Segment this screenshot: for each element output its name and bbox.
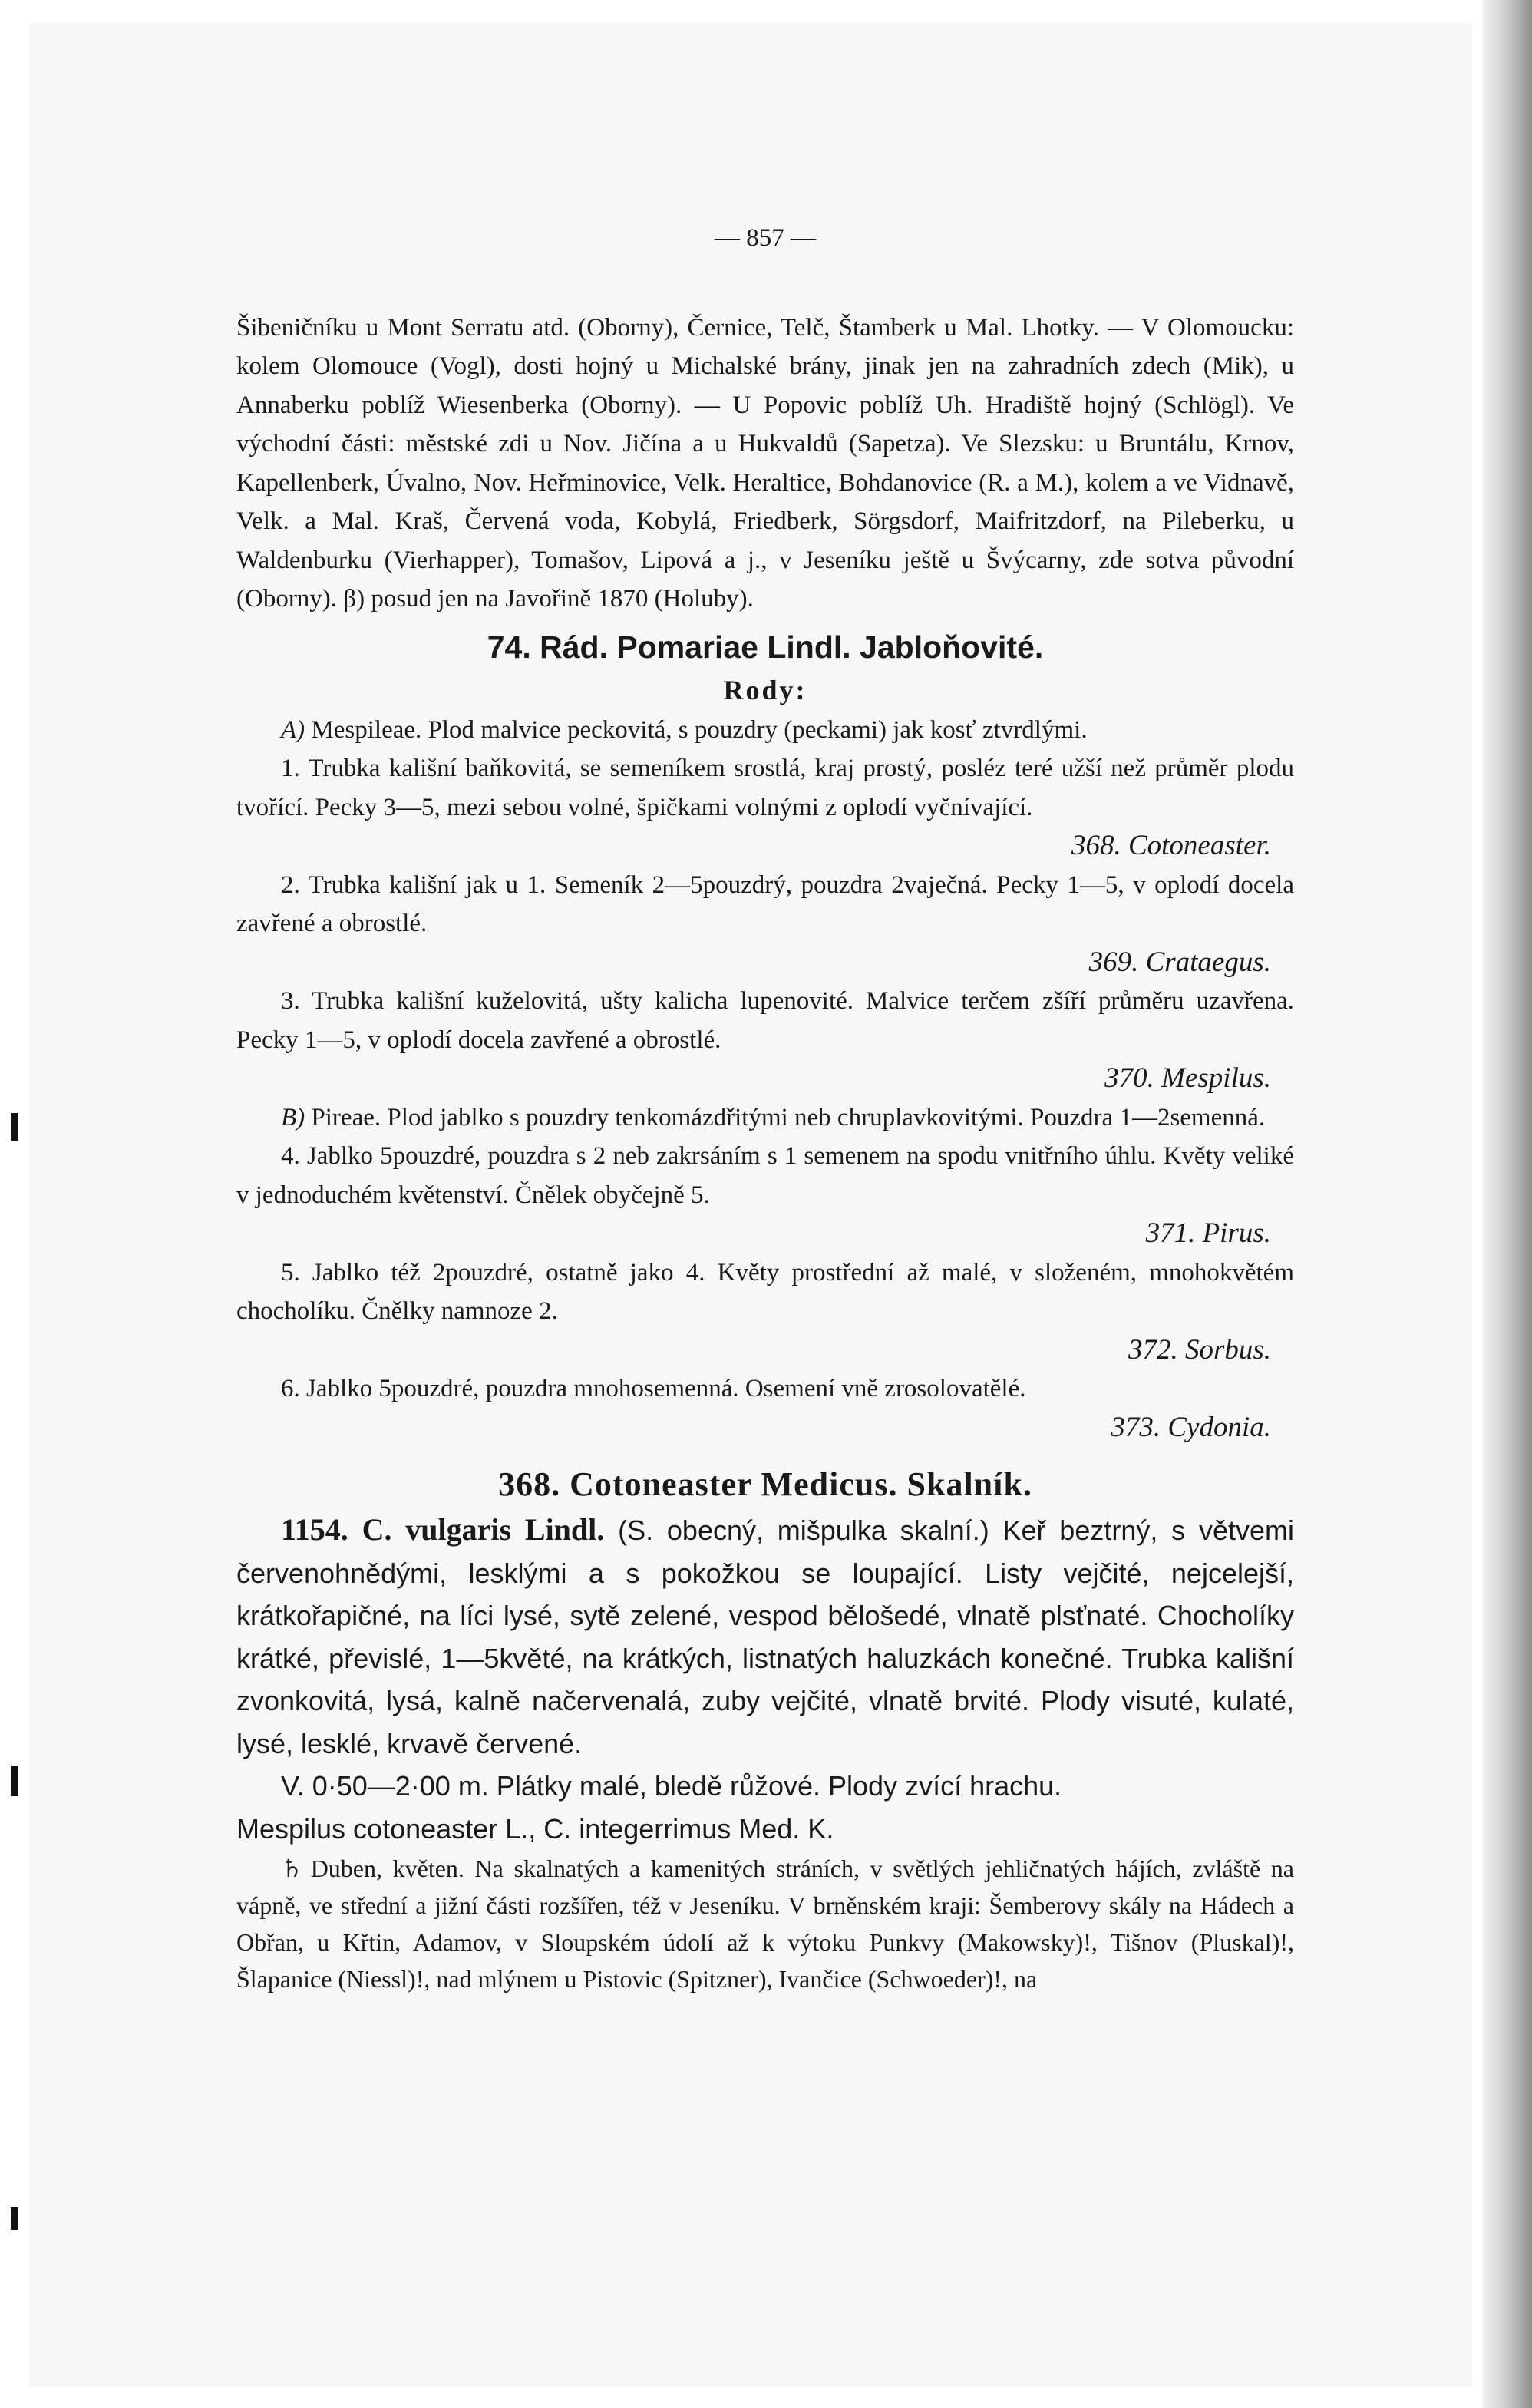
key-genus-371: 371. Pirus. xyxy=(1145,1217,1271,1249)
key-text: 3. Trubka kališní kuželovitá, ušty kalicha lupenovité. Malvice terčem zšíří průměru uzavřena. Pecky 1—5, v oplodí docela zavřené a obrostlé. xyxy=(236,987,1294,1054)
species-text: (S. obecný, mišpulka skalní.) Keř beztrný, s větvemi červenohnědými, lesklými a s pokožkou se loupající. Listy vejčité, nejcelejší, krátkořapičné, na líci lysé, sytě zelené, vespod bělošedé, vlnatě plsťnaté. Chocholíky krátké, převislé, 1—5květé, na krátkých, listnatých haluzkách konečné. Trubka kališní zvonkovitá, lysá, kalně načervenalá, zuby vejčité, vlnatě brvité. Plody visuté, kulaté, lysé, lesklé, krvavě červené. xyxy=(236,1514,1295,1759)
key-genus-368: 368. Cotoneaster. xyxy=(1071,830,1271,861)
species-synonyms: Mespilus cotoneaster L., C. integerrimus Med. K. xyxy=(236,1812,834,1845)
page-edge-shadow xyxy=(1483,0,1532,2408)
rody-heading: Rody: xyxy=(723,674,807,705)
page-number: — 857 — xyxy=(715,224,816,252)
key-text: 5. Jablko též 2pouzdré, ostatně jako 4. Květy prostřední až malé, v složeném, mnohokvětém chocholíku. Čnělky namnoze 2. xyxy=(236,1258,1294,1325)
group-b-letter: B) xyxy=(281,1103,305,1131)
page-content xyxy=(236,219,1294,1997)
section-heading-74: 74. Rád. Pomariae Lindl. Jabloňovité. xyxy=(487,629,1044,665)
key-text: 2. Trubka kališní jak u 1. Semeník 2—5pouzdrý, pouzdra 2vaječná. Pecky 1—5, v oplodí docela zavřené a obrostlé. xyxy=(236,870,1294,937)
binding-mark xyxy=(11,1113,18,1141)
group-a-text: Mespileae. Plod malvice peckovitá, s pouzdry (peckami) jak kosť ztvrdlými. xyxy=(311,715,1088,744)
key-text: 4. Jablko 5pouzdré, pouzdra s 2 neb zakrsáním s 1 semenem na spodu vnitřního úhlu. Květy veliké v jednoduchém květenství. Čnělek obyčejně 5. xyxy=(236,1142,1294,1209)
key-genus-373: 373. Cydonia. xyxy=(1111,1411,1271,1443)
key-item-4 xyxy=(236,1137,1294,1214)
group-a-letter: A) xyxy=(281,715,305,744)
key-item-3 xyxy=(236,982,1294,1059)
species-number: 1154. xyxy=(281,1512,348,1547)
binding-mark xyxy=(11,1766,18,1796)
key-genus-369: 369. Crataegus. xyxy=(1088,946,1271,978)
species-habitat xyxy=(236,1850,1294,1997)
species-name: C. vulgaris Lindl. xyxy=(362,1512,605,1547)
key-item-1 xyxy=(236,749,1294,827)
species-description xyxy=(236,1508,1294,1765)
intro-paragraph: Šibeničníku u Mont Serratu atd. (Oborny), Černice, Telč, Štamberk u Mal. Lhotky. — V Olomoucku: kolem Olomouce (Vogl), dosti hojný u Michalské brány, jinak jen na zahradních zdech (Mik), u Annaberku poblíž Wiesenberka (Oborny). — U Popovic poblíž Uh. Hradiště hojný (Schlögl). Ve východní části: městské zdi u Nov. Jičína a u Hukvaldů (Sapetza). Ve Slezsku: u Bruntálu, Krnov, Kapellenberk, Úvalno, Nov. Heřminovice, Velk. Heraltice, Bohdanovice (R. a M.), kolem a ve Vidnavě, Velk. a Mal. Kraš, Červená voda, Kobylá, Friedberk, Sörgsdorf, Maifritzdorf, na Pileberku, u Waldenburku (Vierhapper), Tomašov, Lipová a j., v Jeseníku ještě u Švýcarny, zde sotva původní (Oborny). β) posud jen na Javořině 1870 (Holuby). xyxy=(236,313,1294,613)
habitat-text: Duben, květen. Na skalnatých a kamenitých stráních, v světlých jehličnatých hájích, zvláště na vápně, ve střední a jižní části rozšířen, též v Jeseníku. V brněnském kraji: Šemberovy skály na Hádech a Obřan, u Křtin, Adamov, v Sloupském údolí až k výtoku Punkvy (Makowsky)!, Tišnov (Pluskal)!, Šlapanice (Niessl)!, nad mlýnem u Pistovic (Spitzner), Ivančice (Schwoeder)!, na xyxy=(236,1855,1294,1993)
group-b xyxy=(236,1098,1294,1138)
group-a xyxy=(236,711,1294,750)
group-b-text: Pireae. Plod jablko s pouzdry tenkomázdřitými neb chruplavkovitými. Pouzdra 1—2semenná. xyxy=(311,1103,1266,1131)
key-text: 6. Jablko 5pouzdré, pouzdra mnohosemenná. Osemení vně zrosolovatělé. xyxy=(281,1375,1026,1402)
species-flowering: V. 0·50—2·00 m. Plátky malé, bledě růžové. Plody zvící hrachu. xyxy=(281,1770,1062,1802)
key-genus-372: 372. Sorbus. xyxy=(1128,1333,1271,1366)
binding-mark xyxy=(11,2207,18,2230)
shrub-symbol-icon: ♄ xyxy=(281,1855,303,1882)
key-genus-370: 370. Mespilus. xyxy=(1104,1062,1271,1094)
key-item-6 xyxy=(236,1369,1294,1409)
key-item-5 xyxy=(236,1254,1294,1331)
key-item-2 xyxy=(236,866,1294,943)
section-heading-368: 368. Cotoneaster Medicus. Skalník. xyxy=(498,1465,1032,1503)
key-text: 1. Trubka kališní baňkovitá, se semeníkem srostlá, kraj prostý, posléz teré užší než průměr plodu tvořící. Pecky 3—5, mezi sebou volné, špičkami volnými z oplodí vyčnívající. xyxy=(236,755,1294,821)
